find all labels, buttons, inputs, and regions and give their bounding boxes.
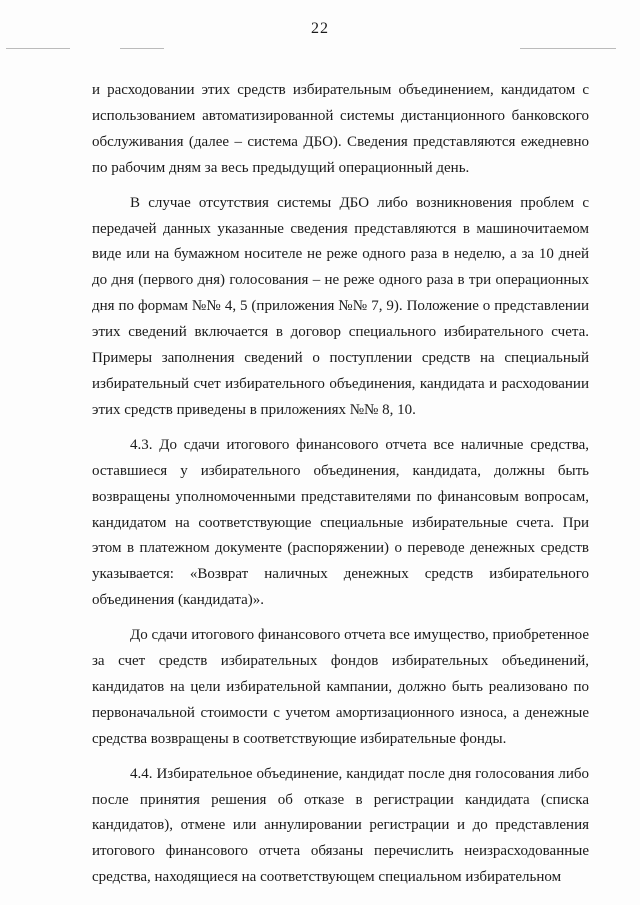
paragraph-continuation: и расходовании этих средств избирательным объединением, кандидатом с использованием автоматизированной системы дистанционного банковского обслуживания (далее – система ДБО). Сведения представляются ежедневно по рабочим дням за весь предыдущий операционный день. (92, 82, 589, 176)
paragraph-dbo-absence: В случае отсутствия системы ДБО либо возникновения проблем с передачей данных указанные сведения представляются в машиночитаемом виде или на бумажном носителе не реже одного раза в неделю, а за 10 дней до дня (первого дня) голосования – не реже одного раза в три операционных дня по формам №№ 4, 5 (приложения №№ 7, 9). Положение о представлении этих сведений включается в договор специального избирательного счета. Примеры заполнения сведений о поступлении средств на специальный избирательный счет избирательного объединения, кандидата и расходовании этих средств приведены в приложениях №№ 8, 10. (92, 194, 589, 418)
scan-artifact-center-left (120, 48, 164, 49)
document-body (92, 78, 589, 891)
page-number: 22 (311, 20, 329, 37)
paragraph-section-4-4: 4.4. Избирательное объединение, кандидат после дня голосования либо после принятия решения об отказе в регистрации кандидата (списка кандидатов), отмене или аннулировании регистрации и до представления итогового финансового отчета обязаны перечислить неизрасходованные средства, находящиеся на соответствующем специальном избирательном (92, 765, 589, 886)
paragraph-property-sale: До сдачи итогового финансового отчета все имущество, приобретенное за счет средств избирательных фондов избирательных объединений, кандидатов на цели избирательной кампании, должно быть реализовано по первоначальной стоимости с учетом амортизационного износа, а денежные средства возвращены в соответствующие избирательные фонды. (92, 627, 589, 747)
scan-artifact-left (6, 48, 70, 49)
scan-artifact-right (520, 48, 616, 49)
paragraph-section-4-3: 4.3. До сдачи итогового финансового отчета все наличные средства, оставшиеся у избирательного объединения, кандидата, должны быть возвращены уполномоченными представителями по финансовым вопросам, кандидатом на соответствующие специальные избирательные счета. При этом в платежном документе (распоряжении) о переводе денежных средств указывается: «Возврат наличных денежных средств избирательного объединения (кандидата)». (92, 436, 589, 609)
